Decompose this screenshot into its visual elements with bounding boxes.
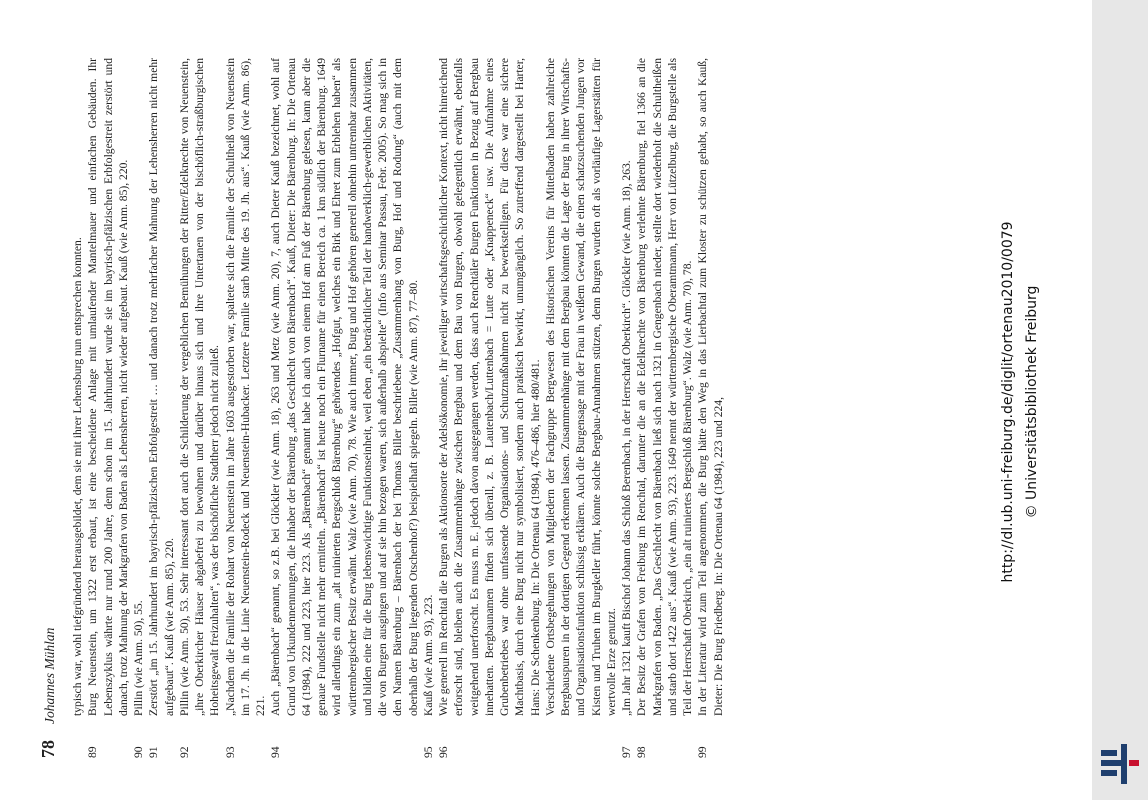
footnote xyxy=(436,58,619,758)
footnote-text xyxy=(421,58,436,716)
footnote-paragraph: Kauß (wie Anm. 93), 223. xyxy=(421,594,435,716)
source-url[interactable]: http://dl.ub.uni-freiburg.de/diglit/ortenau2010/0079 xyxy=(1000,221,1016,583)
footnote-paragraph: Zerstört „im 15. Jahrhundert im bayrisch-pfälzischen Erbfolgestreit … und danach trotz mehrfacher Mahnung der Lehensherren nicht mehr aufgebaut“. Kauß (wie Anm. 85), 220. xyxy=(147,58,176,716)
copyright-notice: © Universitätsbibliothek Freiburg xyxy=(1024,285,1040,519)
footnote-number: 99 xyxy=(696,746,710,758)
footnotes xyxy=(70,58,726,758)
footnote xyxy=(177,58,223,758)
footnote-paragraph: Der Besitz der Grafen von Freiburg im Renchtal, darunter die an die Edelknechte von Bärenburg verlehnte Bärenburg, fiel 1366 an die Markgrafen von Baden. „Das Geschlecht von Bärenbach ließ sich nach 1321 in Gengenbach nieder, stellte dort wiederholt die Schultheißen und starb dort 1422 aus“. Kauß (wie Anm. 93), 223. 1649 nennt der württembergische Oberamtmann, Herr von Lützelburg, die Burgstelle als Teil der Herrschaft Oberkirch, „ein alt ruiniertes Bergschloß Bärenburg“. Walz (wie Anm. 70), 78. xyxy=(635,58,694,716)
footnote-paragraph: „Im Jahr 1321 kauft Bischof Johann das Schloß Berenbach, in der Herrschaft Oberkirch“. Glöckler (wie Anm. 18), 263. xyxy=(620,160,633,716)
footnote-paragraph: Verschiedene Ortsbegehungen von Mitgliedern der Fachgruppe Bergwesen des Historischen Vereins für Mittelbaden haben zahlreiche Bergbauspuren in der dortigen Gegend erkennen lassen. Zusammenhänge mit dem Bergbau könnten die Lage der Burg in ihrer Wirtschafts- und Organisationsfunktion schlüssig erklären. Auch die Burgensage mit der Frau in weißem Gewand, die einen schatzsuchenden Jungen vor Kisten und Truhen im Burgkeller führt, könnte solche Bergbau-Annahmen stützen, denn Burgen wurden oft als vorläufige Lagerstätten für wertvolle Erze genutzt. xyxy=(543,58,618,716)
footnote-paragraph: Burg Neuenstein, um 1322 erst erbaut, ist eine bescheidene Anlage mit umlaufender Mantelmauer und einfachen Gebäuden. Ihr Lebenszyklus währte nur rund 200 Jahre, denn schon im 15. Jahrhundert wurde sie im bayrisch-pfälzischen Erbfolgestreit zerstört und danach, trotz Mahnung der Markgrafen von Baden als Lehensherren, nicht wieder aufgebaut. Kauß (wie Anm. 85), 220. xyxy=(86,58,130,716)
footnote xyxy=(634,58,695,758)
footnote-number: 95 xyxy=(421,746,435,758)
author-name: Johannes Mühlan xyxy=(42,627,57,724)
logo-bar-4 xyxy=(1129,760,1139,766)
footnote-text xyxy=(223,58,269,716)
footnote-text xyxy=(177,58,223,716)
viewer-side-strip xyxy=(1092,0,1148,800)
footnote-text xyxy=(619,58,634,716)
footnote-paragraph: „Nachdem die Familie der Rohart von Neuenstein im Jahre 1603 ausgestorben war, spaltete sich die Familie der Schultheiß von Neuenstein im 17. Jh. in die Linie Neuenstein-Rodeck und Neuenstein-Hubacker. Letztere Familie starb Mitte des 19. Jh. aus“. Kauß (wie Anm. 86), 221. xyxy=(223,58,267,716)
footnote-paragraph: Wie generell im Renchtal die Burgen als Aktionsorte der Adelsökonomie, ihr jeweiliger wirtschaftsgeschichtlicher Kontext, nicht hinreichend erforscht sind, bleiben auch die Zusammenhänge zwischen Bergbau und dem Bau von Burgen, obwohl gelegentlich erwähnt, ebenfalls weitgehend unerforscht. Es muss m. E. jedoch davon ausgegangen werden, dass auch Renchtäler Burgen Funktionen in Bezug auf Bergbau innehatten. Bergbaunamen finden sich überall, z. B. Lautenbach/Luttenbach = Lutte oder „Knappeneck“ usw. Die Aufnahme eines Grubenbetriebes war ohne umfassende Organisations- und Schutzmaßnahmen nicht zu bewerkstelligen. Für diese war eine sichere Machtbasis, durch eine Burg nicht nur symbolisiert, sondern auch praktisch bewirkt, unumgänglich. So zutreffend dargestellt bei Harter, Hans: Die Schenkenburg. In: Die Ortenau 64 (1984), 476–486, hier 480/481. xyxy=(437,58,542,716)
footnote-number: 92 xyxy=(177,746,191,758)
footnote-number: 97 xyxy=(620,746,633,758)
footnote-text xyxy=(85,58,131,716)
logo-bar-1 xyxy=(1101,750,1117,756)
footnote-text xyxy=(634,58,695,716)
footnote-paragraph: Auch „Bärenbach“ genannt, so z.B. bei Glöckler (wie Anm. 18), 263 und Metz (wie Anm. 20), 7, auch Dieter Kauß bezeichnet, wohl auf Grund von Urkundennennungen, die Inhaber der Bärenburg „das Geschlecht von Bärenbach“. Kauß, Dieter: Die Bärenburg. In: Die Ortenau 64 (1984), 222 und 223, hier 223. Als „Bärenbach“ genannt habe ich auch von einem Hof am Fuß der Bärenburg gelesen, kann aber die genaue Fundstelle nicht mehr ermitteln. „Bärenbach“ ist heute noch ein Flurname für einen Bereich ca. 1 km südlich der Bärenburg. 1649 wird allerdings ein zum „alt ruinierten Bergschloß Bärenburg“ gehörendes „Hofgut, welches ein Birk und Ehret zum Erblehen haben“ als württembergischer Besitz erwähnt. Walz (wie Anm. 70), 78. Wie auch immer, Burg und Hof gehören generell ohnehin untrennbar zusammen und bilden eine für die Burg lebenswichtige Funktionseinheit, weil eben „ein beträchtlicher Teil der handwerklich-gewerblichen Aktivitäten, die von Burgen ausgingen und auf sie hin bezogen waren, sich außerhalb abspielte“ (Info aus Seminar Passau, Febr. 2005). So mag sich in den Namen Bärenburg – Bärenbach der bei Thomas Biller beschriebene „Zusammenhang von Burg, Hof und Rodung“ (auch mit dem oberhalb der Burg liegenden Otschenhof?) beispielhaft spiegeln. Biller (wie Anm. 87), 77–80. xyxy=(269,58,420,716)
footnote xyxy=(131,58,146,758)
footnote-number: 96 xyxy=(437,746,450,758)
footnote-text xyxy=(436,58,619,716)
footnote xyxy=(421,58,436,758)
university-library-logo-icon xyxy=(1097,740,1145,788)
footnote xyxy=(146,58,177,758)
footnote xyxy=(268,58,421,758)
footnote-number: 94 xyxy=(269,746,283,758)
page-header xyxy=(38,68,60,758)
footnote xyxy=(223,58,269,758)
footnote-paragraph: In der Literatur wird zum Teil angenommen, die Burg hätte den Weg in das Lierbachtal zum Kloster zu schützen gehabt, so auch Kauß, Dieter: Die Burg Friedberg. In: Die Ortenau 64 (1984), 223 und 224, xyxy=(696,58,725,716)
footnote-paragraph: Pillin (wie Anm. 50), 55. xyxy=(132,600,145,716)
footnote xyxy=(85,58,131,758)
footnote-paragraph: typisch war, wohl tiefgründend herausgebildet, dem sie mit ihrer Lehensburg nun entsprechen konnten. xyxy=(71,237,84,716)
footnote xyxy=(70,58,85,758)
footnote-number: 91 xyxy=(147,746,161,758)
footnote-number: 98 xyxy=(635,746,649,758)
footnote-number: 93 xyxy=(223,746,237,758)
footnote-text xyxy=(695,58,726,716)
page-number: 78 xyxy=(38,740,58,758)
footnote-paragraph: Pillin (wie Anm. 50), 53. Sehr interessant dort auch die Schilderung der vergeblichen Bemühungen der Ritter/Edelknechte von Neuenstein, „ihre Oberkircher Häuser abgabefrei zu bewohnen und darüber hinaus sich und ihre Untertanen von der bischöflich-straßburgischen Hoheitsgewalt freizuhalten“, was der bischöfliche Stadtherr jedoch nicht zuließ. xyxy=(177,58,222,716)
footnote-number: 89 xyxy=(86,746,100,758)
footnote-text xyxy=(131,58,146,716)
footnote-text xyxy=(70,58,85,716)
footnote-text xyxy=(268,58,421,716)
footnote xyxy=(619,58,634,758)
footnote-number xyxy=(70,716,85,758)
footnote xyxy=(695,58,726,758)
logo-bar-3 xyxy=(1101,770,1117,776)
footnote-number: 90 xyxy=(132,746,145,758)
footnote-text xyxy=(146,58,177,716)
logo-bar-5 xyxy=(1121,744,1127,784)
